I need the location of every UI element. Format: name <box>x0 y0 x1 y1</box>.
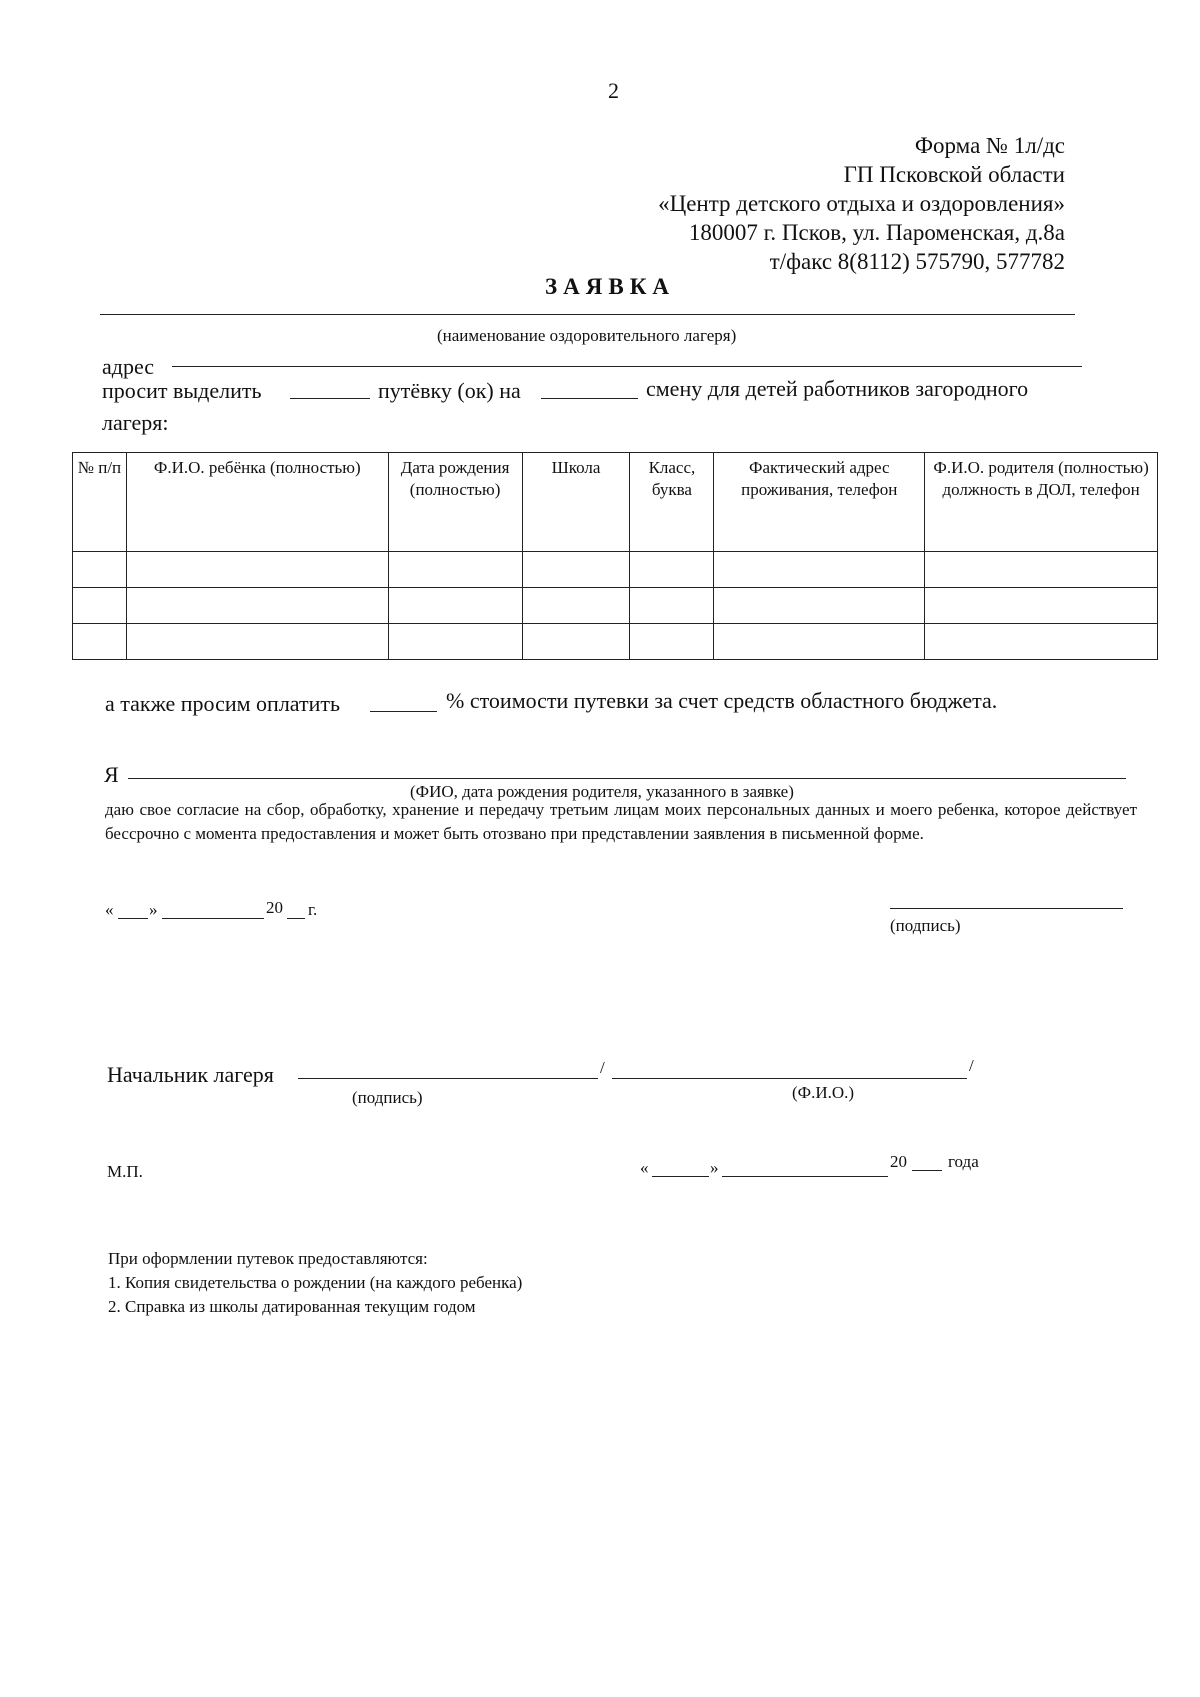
date2-year-suffix: года <box>948 1152 979 1171</box>
payment-text-1: а также просим оплатить <box>105 691 341 716</box>
date1-open-quote: « <box>105 900 114 919</box>
table-row <box>73 552 1158 588</box>
consent-name-line[interactable] <box>128 778 1126 779</box>
cell-address[interactable] <box>714 624 925 660</box>
organization-phone: т/факс 8(8112) 575790, 577782 <box>769 249 1065 274</box>
form-header <box>658 131 1065 276</box>
chief-name-line[interactable] <box>612 1078 967 1079</box>
chief-slash-1: / <box>600 1058 605 1077</box>
required-documents <box>108 1247 522 1319</box>
page-number: 2 <box>608 78 619 103</box>
table-header-row <box>73 453 1158 552</box>
cell-parent[interactable] <box>925 624 1158 660</box>
cell-school[interactable] <box>522 552 630 588</box>
date1-day-line[interactable] <box>118 918 148 919</box>
date1-year-prefix: 20 <box>266 898 283 917</box>
consent-caption: (ФИО, дата рождения родителя, указанного в заявке) <box>410 782 794 801</box>
date1-close-quote: » <box>149 900 158 919</box>
cell-birth-date[interactable] <box>388 552 522 588</box>
date2-month-line[interactable] <box>722 1176 888 1177</box>
shift-line[interactable] <box>541 398 638 399</box>
payment-percent-line[interactable] <box>370 711 437 712</box>
cell-child-name[interactable] <box>126 552 388 588</box>
voucher-count-line[interactable] <box>290 398 370 399</box>
date1-month-line[interactable] <box>162 918 264 919</box>
request-text-2: путёвку (ок) на <box>378 378 521 403</box>
required-documents-intro: При оформлении путевок предоставляются: <box>108 1249 428 1268</box>
organization-address: 180007 г. Псков, ул. Пароменская, д.8а <box>688 220 1065 245</box>
cell-class[interactable] <box>630 552 714 588</box>
date2-close-quote: » <box>710 1158 719 1177</box>
cell-class[interactable] <box>630 624 714 660</box>
col-header-parent: Ф.И.О. родителя (полностью) должность в ДОЛ, телефон <box>925 453 1158 552</box>
cell-class[interactable] <box>630 588 714 624</box>
stamp-label: М.П. <box>107 1162 143 1181</box>
date2-open-quote: « <box>640 1158 649 1177</box>
cell-child-name[interactable] <box>126 588 388 624</box>
cell-parent[interactable] <box>925 588 1158 624</box>
organization-name: «Центр детского отдыха и оздоровления» <box>658 191 1065 216</box>
camp-name-caption: (наименование оздоровительного лагеря) <box>437 326 737 345</box>
cell-school[interactable] <box>522 588 630 624</box>
cell-number[interactable] <box>73 588 127 624</box>
camp-name-line[interactable] <box>100 314 1075 315</box>
applicants-table <box>72 452 1158 660</box>
cell-address[interactable] <box>714 588 925 624</box>
chief-label: Начальник лагеря <box>107 1062 274 1087</box>
chief-signature-caption: (подпись) <box>352 1088 423 1107</box>
date2-year-line[interactable] <box>912 1170 942 1171</box>
cell-parent[interactable] <box>925 552 1158 588</box>
request-text-3: смену для детей работников загородного <box>646 376 1029 401</box>
date2-year-prefix: 20 <box>890 1152 907 1171</box>
date1-year-suffix: г. <box>308 900 318 919</box>
address-label: адрес <box>102 354 155 379</box>
date2-day-line[interactable] <box>652 1176 709 1177</box>
cell-school[interactable] <box>522 624 630 660</box>
col-header-school: Школа <box>522 453 630 552</box>
payment-text-2: % стоимости путевки за счет средств областного бюджета. <box>446 688 998 713</box>
request-text-4: лагеря: <box>102 410 169 435</box>
cell-birth-date[interactable] <box>388 588 522 624</box>
list-item: 1. Копия свидетельства о рождении (на каждого ребенка) <box>108 1273 523 1292</box>
col-header-birth-date: Дата рождения (полностью) <box>388 453 522 552</box>
signature-caption: (подпись) <box>890 916 961 935</box>
list-item: 2. Справка из школы датированная текущим годом <box>108 1297 476 1316</box>
date1-year-line[interactable] <box>287 918 305 919</box>
request-text-1: просит выделить <box>102 378 262 403</box>
cell-address[interactable] <box>714 552 925 588</box>
consent-i-label: Я <box>104 762 119 787</box>
address-line[interactable] <box>172 366 1082 367</box>
col-header-number: № п/п <box>73 453 127 552</box>
chief-slash-2: / <box>969 1056 974 1075</box>
col-header-child-name: Ф.И.О. ребёнка (полностью) <box>126 453 388 552</box>
table-row <box>73 588 1158 624</box>
chief-signature-line[interactable] <box>298 1078 598 1079</box>
form-number: Форма № 1л/дс <box>914 133 1065 158</box>
table-row <box>73 624 1158 660</box>
cell-number[interactable] <box>73 624 127 660</box>
col-header-address: Фактический адрес проживания, телефон <box>714 453 925 552</box>
cell-birth-date[interactable] <box>388 624 522 660</box>
col-header-class: Класс, буква <box>630 453 714 552</box>
chief-name-caption: (Ф.И.О.) <box>792 1083 855 1102</box>
document-title: ЗАЯВКА <box>545 274 675 299</box>
cell-child-name[interactable] <box>126 624 388 660</box>
consent-text: даю свое согласие на сбор, обработку, хранение и передачу третьим лицам моих персональных данных и моего ребенка, которое действует бессрочно с момента предоставления и может быть отозвано при представлении заявления в письменной форме. <box>105 800 1137 843</box>
cell-number[interactable] <box>73 552 127 588</box>
signature-line[interactable] <box>890 908 1123 909</box>
organization-region: ГП Псковской области <box>843 162 1065 187</box>
